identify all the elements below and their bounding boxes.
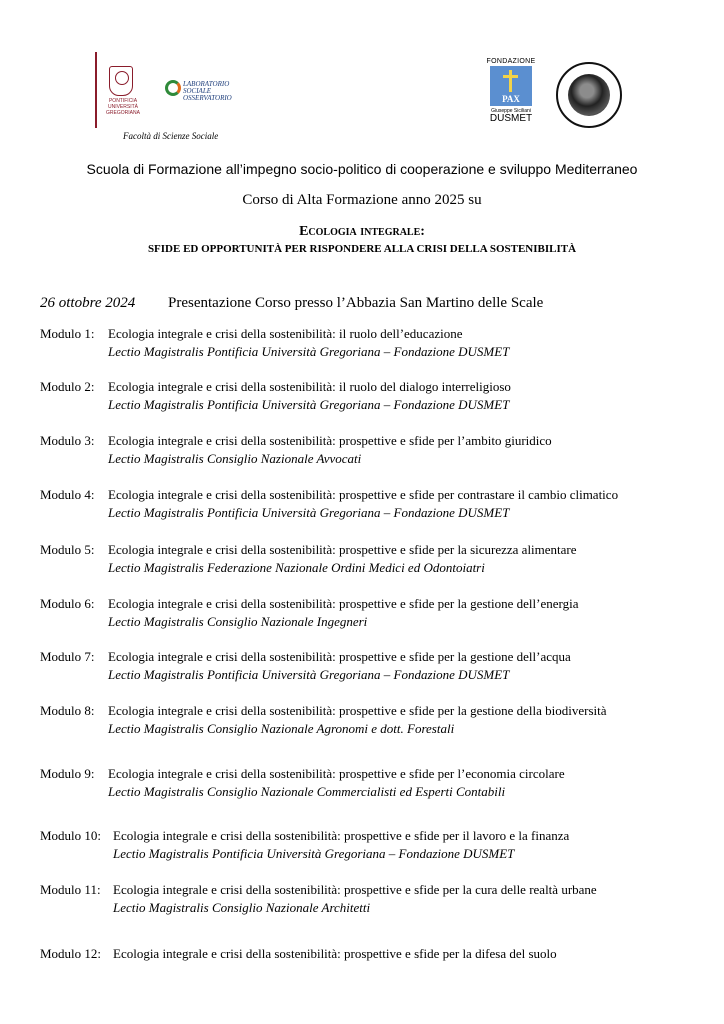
module-lectio: Lectio Magistralis Federazione Nazionale Ordini Medici ed Odontoiatri: [108, 560, 485, 575]
module-item: [40, 433, 552, 467]
module-item: [40, 596, 578, 630]
intro-line: [40, 295, 543, 312]
module-lectio: Lectio Magistralis Pontificia Università Gregoriana – Fondazione DUSMET: [113, 846, 515, 861]
laboratorio-logo-text: LABORATORIO SOCIALE OSSERVATORIO: [183, 80, 232, 102]
pug-logo-text: PONTIFICIA UNIVERSITÀ GREGORIANA: [106, 98, 140, 116]
module-label: Modulo 2:: [40, 379, 95, 394]
laboratorio-logo: [165, 78, 232, 102]
module-topic: Ecologia integrale e crisi della sostenibilità: prospettive e sfide per la difesa del suolo: [113, 946, 557, 961]
logo-divider: [95, 52, 97, 128]
module-item: [40, 882, 597, 916]
module-label: Modulo 12:: [40, 946, 102, 961]
main-title: [0, 224, 724, 240]
module-lectio: Lectio Magistralis Pontificia Università Gregoriana – Fondazione DUSMET: [108, 397, 510, 412]
pax-bottom-text: DUSMET: [489, 113, 533, 124]
laboratorio-circle-icon: [165, 80, 181, 96]
intro-text: Presentazione Corso presso l’Abbazia San Martino delle Scale: [168, 295, 544, 311]
module-topic: Ecologia integrale e crisi della sostenibilità: prospettive e sfide per contrastare il cambio climatico: [108, 487, 619, 502]
module-topic: Ecologia integrale e crisi della sostenibilità: il ruolo dell’educazione: [108, 326, 463, 341]
module-label: Modulo 5:: [40, 542, 95, 557]
module-lectio: Lectio Magistralis Consiglio Nazionale Ingegneri: [108, 614, 368, 629]
module-label: Modulo 8:: [40, 703, 95, 718]
module-label: Modulo 11:: [40, 882, 101, 897]
module-topic: Ecologia integrale e crisi della sostenibilità: prospettive e sfide per la gestione della biodiversità: [108, 703, 607, 718]
module-item: [40, 766, 565, 800]
module-label: Modulo 3:: [40, 433, 95, 448]
module-lectio: Lectio Magistralis Consiglio Nazionale Avvocati: [108, 451, 362, 466]
module-label: Modulo 7:: [40, 649, 95, 664]
module-item: [40, 379, 511, 413]
module-topic: Ecologia integrale e crisi della sostenibilità: prospettive e sfide per l’economia circolare: [108, 766, 565, 781]
module-topic: Ecologia integrale e crisi della sostenibilità: prospettive e sfide per la gestione dell’energia: [108, 596, 579, 611]
pax-sub-text: Giuseppe Siciliani: [491, 108, 531, 114]
module-lectio: Lectio Magistralis Pontificia Università Gregoriana – Fondazione DUSMET: [108, 667, 510, 682]
module-topic: Ecologia integrale e crisi della sostenibilità: prospettive e sfide per il lavoro e la finanza: [113, 828, 570, 843]
module-item: [40, 649, 571, 683]
module-item: [40, 542, 577, 576]
module-lectio: Lectio Magistralis Pontificia Università Gregoriana – Fondazione DUSMET: [108, 344, 510, 359]
module-topic: Ecologia integrale e crisi della sostenibilità: prospettive e sfide per la cura delle realtà urbane: [113, 882, 597, 897]
module-item: [40, 946, 557, 962]
main-title-text: Ecologia integrale:: [299, 224, 425, 239]
school-title: Scuola di Formazione all’impegno socio-politico di cooperazione e sviluppo Mediterraneo: [86, 161, 638, 177]
module-label: Modulo 9:: [40, 766, 95, 781]
pug-logo: [95, 52, 145, 128]
cross-icon: [509, 70, 512, 92]
module-lectio: Lectio Magistralis Pontificia Università Gregoriana – Fondazione DUSMET: [108, 505, 510, 520]
module-item: [40, 487, 618, 521]
pax-foundation-logo: [484, 58, 538, 132]
module-item: [40, 326, 509, 360]
module-topic: Ecologia integrale e crisi della sostenibilità: prospettive e sfide per l’ambito giuridico: [108, 433, 552, 448]
module-label: Modulo 10:: [40, 828, 102, 843]
pax-emblem: [490, 66, 532, 106]
module-label: Modulo 6:: [40, 596, 95, 611]
main-subtitle: SFIDE ED OPPORTUNITÀ PER RISPONDERE ALLA CRISI DELLA SOSTENIBILITÀ: [147, 243, 577, 255]
module-lectio: Lectio Magistralis Consiglio Nazionale Architetti: [113, 900, 371, 915]
module-label: Modulo 1:: [40, 326, 95, 341]
module-topic: Ecologia integrale e crisi della sostenibilità: prospettive e sfide per la gestione dell’acqua: [108, 649, 571, 664]
intro-date: 26 ottobre 2024: [40, 295, 136, 311]
module-label: Modulo 4:: [40, 487, 95, 502]
pax-word: PAX: [502, 94, 520, 104]
module-item: [40, 828, 569, 862]
module-lectio: Lectio Magistralis Consiglio Nazionale Commercialisti ed Esperti Contabili: [108, 784, 506, 799]
pax-top-text: FONDAZIONE: [486, 58, 536, 65]
seal-figure-icon: [568, 74, 610, 116]
course-title: Corso di Alta Formazione anno 2025 su: [242, 192, 482, 208]
module-item: [40, 703, 607, 737]
module-topic: Ecologia integrale e crisi della sostenibilità: il ruolo del dialogo interreligioso: [108, 379, 511, 394]
faculty-label: Facoltà di Scienze Sociale: [123, 131, 219, 141]
abbey-seal-logo: [556, 62, 622, 128]
module-topic: Ecologia integrale e crisi della sostenibilità: prospettive e sfide per la sicurezza alimentare: [108, 542, 577, 557]
module-lectio: Lectio Magistralis Consiglio Nazionale Agronomi e dott. Forestali: [108, 721, 455, 736]
crest-icon: [109, 66, 133, 96]
